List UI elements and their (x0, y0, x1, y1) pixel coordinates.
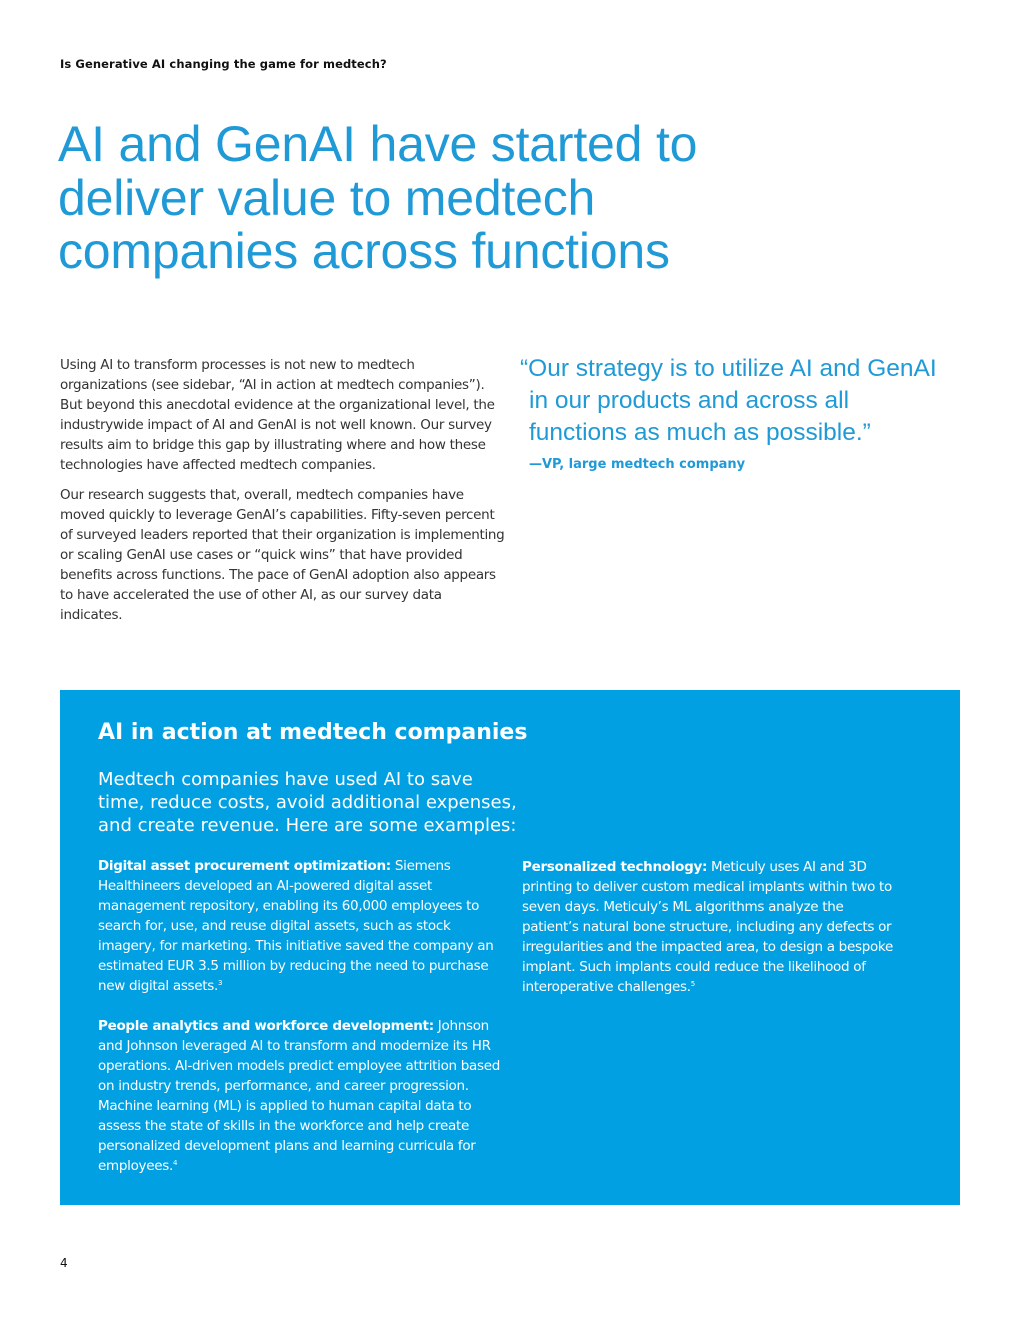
example-lead: Personalized technology: (522, 859, 708, 875)
body-paragraph: Our research suggests that, overall, medtech companies have moved quickly to leverage GenAI’s capabilities. Fifty-seven percent of surveyed leaders reported that their organization is implementing or scaling GenAI use cases or “quick wins” that have provided benefits across functions. The pace of GenAI adoption also appears to have accelerated the use of other AI, as our survey data indicates. (60, 487, 505, 623)
sidebar-right-column (522, 857, 897, 1017)
footnote-ref: 5 (690, 980, 695, 988)
example-text: Johnson and Johnson leveraged AI to transform and modernize its HR operations. AI-driven models predict employee attrition based on industry trends, performance, and career progression. Machine learning (ML) is applied to human capital data to assess the state of skills in the workforce and help create personalized development plans and learning curricula for employees. (98, 1018, 501, 1174)
example-text: Siemens Healthineers developed an AI-powered digital asset management repository, enabling its 60,000 employees to search for, use, and reuse digital assets, such as stock imagery, for marketing. This initiative saved the company an estimated EUR 3.5 million by reducing the need to purchase new digital assets. (98, 858, 494, 994)
body-paragraph: Using AI to transform processes is not new to medtech organizations (see sidebar, “AI in action at medtech companies”). But beyond this anecdotal evidence at the organizational level, the industrywide impact of AI and GenAI is not well known. Our survey results aim to bridge this gap by illustrating where and how these technologies have affected medtech companies. (60, 357, 495, 473)
pull-quote (520, 353, 950, 472)
footnote-ref: 4 (172, 1159, 178, 1167)
sidebar-box (60, 690, 960, 1205)
running-head: Is Generative AI changing the game for medtech? (60, 57, 387, 71)
example-item (98, 1016, 503, 1176)
example-text: Meticuly uses AI and 3D printing to deliver custom medical implants within two to seven days. Meticuly’s ML algorithms analyze the patient’s natural bone structure, including any defects or irregularities and the impacted area, to design a bespoke implant. Such implants could reduce the likelihood of interoperative challenges. (522, 859, 893, 995)
example-item (98, 856, 503, 996)
page-number: 4 (60, 1256, 68, 1270)
body-text (60, 355, 505, 635)
footnote-ref: 3 (218, 979, 223, 987)
example-lead: People analytics and workforce development: (98, 1018, 434, 1034)
sidebar-intro: Medtech companies have used AI to save time, reduce costs, avoid additional expenses, and create revenue. Here are some examples: (98, 769, 517, 836)
example-lead: Digital asset procurement optimization: (98, 858, 391, 874)
quote-attribution: —VP, large medtech company (529, 457, 746, 472)
page-title: AI and GenAI have started to deliver value to medtech companies across functions (58, 116, 698, 279)
sidebar-title: AI in action at medtech companies (98, 720, 528, 745)
quote-text: “Our strategy is to utilize AI and GenAI in our products and across all functions as much as possible.” (520, 355, 937, 446)
sidebar-left-column (98, 856, 503, 1196)
example-item (522, 857, 897, 997)
